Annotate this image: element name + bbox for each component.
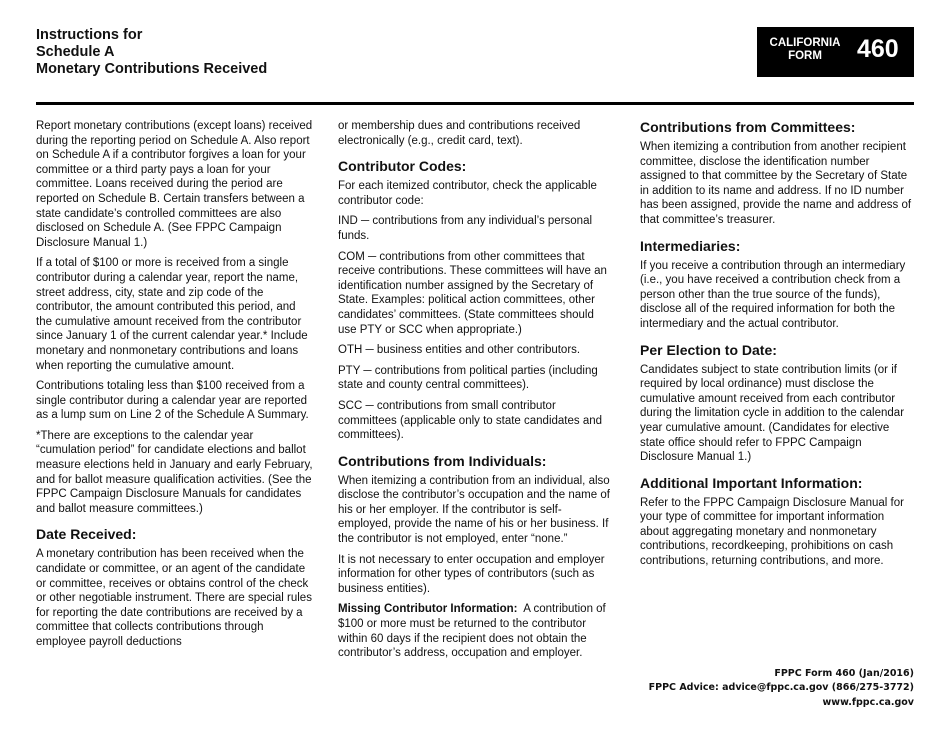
missing-info-label: Missing Contributor Information:	[338, 603, 518, 616]
form-badge	[757, 27, 914, 77]
code-scc: SCC ─ contributions from small contributor committees (applicable only to state candidates and committees).	[338, 399, 603, 442]
exceptions-paragraph: *There are exceptions to the calendar year “cumulation period” for candidate elections and ballot measure elections held in January and early February, and for ballot measure qualification activities. (See the FPPC Campaign Disclosure Manuals for candidates and ballot measure committees.)	[36, 429, 313, 515]
form-badge-label	[757, 37, 853, 63]
column-2	[338, 119, 614, 667]
contributions-individuals-heading: Contributions from Individuals:	[338, 452, 547, 469]
per-election-paragraph: Candidates subject to state contribution limits (or if required by local ordinance) must disclose the cumulative amount received from each contributor during the limitation cycle in addition to the calendar year cumulative amount. (Candidates for elective state office should refer to FPPC Campaign Disclosure Manual 1.)	[640, 363, 905, 464]
missing-info-text: A contribution of $100 or more must be returned to the contributor within 60 days if the recipient does not obtain the contributor’s address, occupation and employer.	[338, 603, 606, 660]
contributions-committees-heading: Contributions from Committees:	[640, 119, 856, 135]
code-pty: PTY ─ contributions from political parties (including state and county central committees).	[338, 364, 598, 392]
header-divider	[36, 102, 914, 105]
code-ind: IND ─ contributions from any individual’s personal funds.	[338, 215, 593, 242]
form-version: FPPC Form 460 (Jan/2016)	[774, 668, 914, 679]
title-line-3: Monetary Contributions Received	[36, 61, 268, 77]
per-election-heading: Per Election to Date:	[640, 341, 777, 358]
title-line-1: Instructions for	[36, 27, 143, 43]
committees-paragraph: When itemizing a contribution from another recipient committee, disclose the identification number assigned to that committee by the Secretary of State in addition to its name and address. If no ID number has been assigned, provide the name and address of that committee’s treasurer.	[640, 141, 912, 226]
additional-info-paragraph: Refer to the FPPC Campaign Disclosure Manual for your type of committee for important information about aggregating monetary and nonmonetary contributions, recordkeeping, prohibitions on cash contributions, returning contributions, and more.	[640, 496, 904, 568]
code-com: COM ─ contributions from other committees that receive contributions. These committees will have an identification number assigned by the Secretary of State. Examples: political action committees, other candidates’ committees. (State committees should use PTY or SCC when appropriate.)	[338, 250, 607, 336]
date-received-paragraph: A monetary contribution has been received when the candidate or committee, or an agent of the candidate or committee, receives or obtains control of the check or other negotiable instrument. There are special rules for reporting the date contributions are received by a committee that collects contributions through employee payroll deductions	[36, 548, 312, 648]
individuals-paragraph: When itemizing a contribution from an individual, also disclose the contributor’s occupation and the name of his or her employer. If the contributor is self-employed, provide the name of his or her business. If the contributor is not employed, enter “none.”	[338, 474, 610, 546]
form-number: 460	[857, 35, 899, 63]
additional-info-heading: Additional Important Information:	[640, 474, 863, 491]
form-badge-label-line-2: FORM	[788, 50, 822, 62]
intro-paragraph: Report monetary contributions (except loans) received during the reporting period on Schedule A. Also report on Schedule A if a contributor forgives a loan for your committee or a third party pays a loan for your committee. Loans received during the period are reported on Schedule B. Certain transfers between a state candidate’s controlled committees are also disclosed on Schedule A. (See FPPC Campaign Disclosure Manual 1.)	[36, 120, 313, 249]
code-oth: OTH ─ business entities and other contributors.	[338, 344, 581, 357]
other-contributors-paragraph: It is not necessary to enter occupation and employer information for other types of contributors (such as business entities).	[338, 553, 605, 595]
title-line-2: Schedule A	[36, 44, 115, 60]
advice-contact: FPPC Advice: advice@fppc.ca.gov (866/275-3772)	[648, 682, 914, 694]
continued-paragraph: or membership dues and contributions received electronically (e.g., credit card, text).	[338, 120, 581, 147]
date-received-heading: Date Received:	[36, 526, 137, 543]
footer	[649, 667, 914, 710]
lump-sum-paragraph: Contributions totaling less than $100 received from a single contributor during a calendar year are reported as a lump sum on Line 2 of the Schedule A Summary.	[36, 380, 309, 422]
missing-info-paragraph	[338, 602, 614, 660]
threshold-paragraph: If a total of $100 or more is received from a single contributor during a calendar year, report the name, street address, city, state and zip code of the contributor, the amount contributed this period, and the cumulative amount received from the contributor since January 1 of the current calendar year.* Include monetary and nonmonetary contributions and loans when reporting the cumulative amount.	[36, 257, 308, 372]
contributor-codes-intro: For each itemized contributor, check the applicable contributor code:	[338, 180, 597, 207]
contributor-codes-heading: Contributor Codes:	[338, 158, 467, 175]
column-1	[36, 119, 314, 656]
column-3	[640, 119, 916, 575]
website-link[interactable]: www.fppc.ca.gov	[822, 696, 914, 708]
form-badge-label-line-1: CALIFORNIA	[769, 37, 841, 49]
intermediaries-paragraph: If you receive a contribution through an intermediary (i.e., you have received a contribution check from a person other than the true source of the funds), disclose all of the required information for both the intermediary and the actual contributor.	[640, 259, 906, 330]
page-title	[36, 27, 267, 78]
intermediaries-heading: Intermediaries:	[640, 237, 741, 254]
